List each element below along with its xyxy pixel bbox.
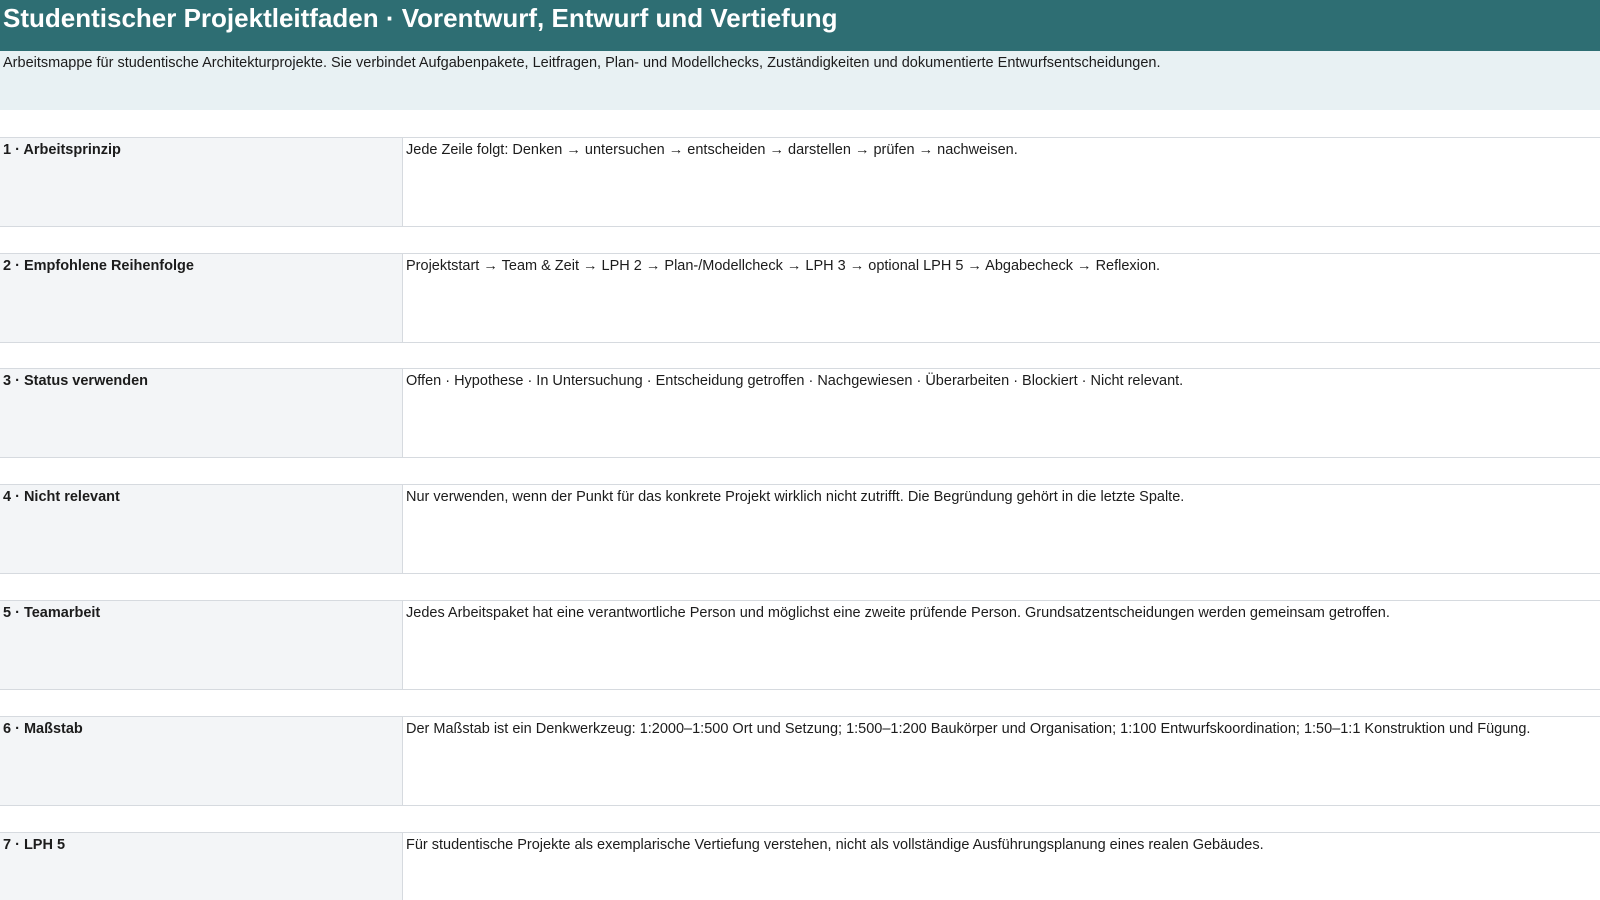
intro-text: Arbeitsmappe für studentische Architekturprojekte. Sie verbindet Aufgabenpakete, Leitfragen, Plan- und Modellchecks, Zuständigkeiten und dokumentierte Entwurfsentscheidungen. (3, 55, 1161, 71)
row-label-cell[interactable]: 5 · Teamarbeit (0, 601, 403, 689)
guide-row-status (0, 368, 1600, 458)
guide-row-arbeitsprinzip (0, 137, 1600, 227)
row-label-cell[interactable]: 3 · Status verwenden (0, 369, 403, 457)
row-text-cell[interactable]: Jede Zeile folgt: Denken → untersuchen → entscheiden → darstellen → prüfen → nachweisen. (406, 142, 1018, 158)
row-text-cell[interactable]: Jedes Arbeitspaket hat eine verantwortliche Person und möglichst eine zweite prüfende Person. Grundsatzentscheidungen werden gemeinsam getroffen. (406, 605, 1390, 621)
guide-row-reihenfolge (0, 253, 1600, 343)
row-text-cell[interactable]: Offen · Hypothese · In Untersuchung · Entscheidung getroffen · Nachgewiesen · Überarbeiten · Blockiert · Nicht relevant. (406, 373, 1184, 389)
row-label-cell[interactable]: 6 · Maßstab (0, 717, 403, 805)
guide-row-teamarbeit (0, 600, 1600, 690)
row-text-cell[interactable]: Projektstart → Team & Zeit → LPH 2 → Plan-/Modellcheck → LPH 3 → optional LPH 5 → Abgabecheck → Reflexion. (406, 258, 1161, 274)
row-label-cell[interactable]: 7 · LPH 5 (0, 833, 403, 900)
page-title: Studentischer Projektleitfaden · Vorentwurf, Entwurf und Vertiefung (3, 3, 838, 33)
row-label-cell[interactable]: 2 · Empfohlene Reihenfolge (0, 254, 403, 342)
row-text-cell[interactable]: Der Maßstab ist ein Denkwerkzeug: 1:2000–1:500 Ort und Setzung; 1:500–1:200 Baukörper und Organisation; 1:100 Entwurfskoordination; 1:50–1:1 Konstruktion und Fügung. (406, 721, 1531, 737)
guide-row-massstab (0, 716, 1600, 806)
row-label-cell[interactable]: 1 · Arbeitsprinzip (0, 138, 403, 226)
row-label-cell[interactable]: 4 · Nicht relevant (0, 485, 403, 573)
row-text-cell[interactable]: Für studentische Projekte als exemplarische Vertiefung verstehen, nicht als vollständige Ausführungsplanung eines realen Gebäudes. (406, 837, 1264, 853)
row-text-cell[interactable]: Nur verwenden, wenn der Punkt für das konkrete Projekt wirklich nicht zutrifft. Die Begründung gehört in die letzte Spalte. (406, 489, 1185, 505)
guide-row-lph5 (0, 832, 1600, 900)
guide-row-nicht-relevant (0, 484, 1600, 574)
